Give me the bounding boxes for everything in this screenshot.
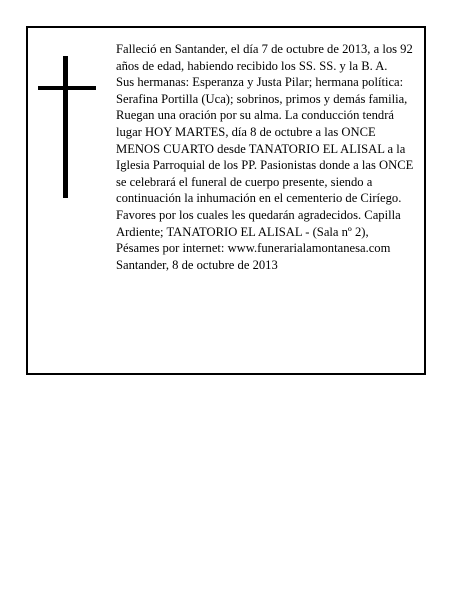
cross-horizontal-bar: [38, 86, 96, 90]
obituary-notice: [26, 26, 426, 375]
funeral-details: Ruegan una oración por su alma. La conducción tendrá lugar HOY MARTES, día 8 de octubre a las ONCE MENOS CUARTO desde TANATORIO EL ALISAL a la Iglesia Parroquial de los PP. Pasionistas donde a las ONCE se celebrará el funeral de cuerpo presente, siendo a continuación la inhumación en el cementerio de Ciríego. Favores por los cuales les quedarán agradecidos. Capilla Ardiente; TANATORIO EL ALISAL - (Sala nº 2),: [116, 108, 414, 239]
place-and-date: Santander, 8 de octubre de 2013: [116, 257, 278, 272]
condolences-website: Pésames por internet: www.funerarialamontanesa.com: [116, 241, 391, 256]
cross-icon: [38, 56, 96, 198]
cross-vertical-bar: [63, 56, 68, 198]
obituary-text: [116, 41, 420, 273]
death-announcement: Falleció en Santander, el día 7 de octubre de 2013, a los 92 años de edad, habiendo recibido los SS. SS. y la B. A.: [116, 42, 413, 73]
family-members: Sus hermanas: Esperanza y Justa Pilar; hermana política: Serafina Portilla (Uca); sobrinos, primos y demás familia,: [116, 75, 408, 106]
